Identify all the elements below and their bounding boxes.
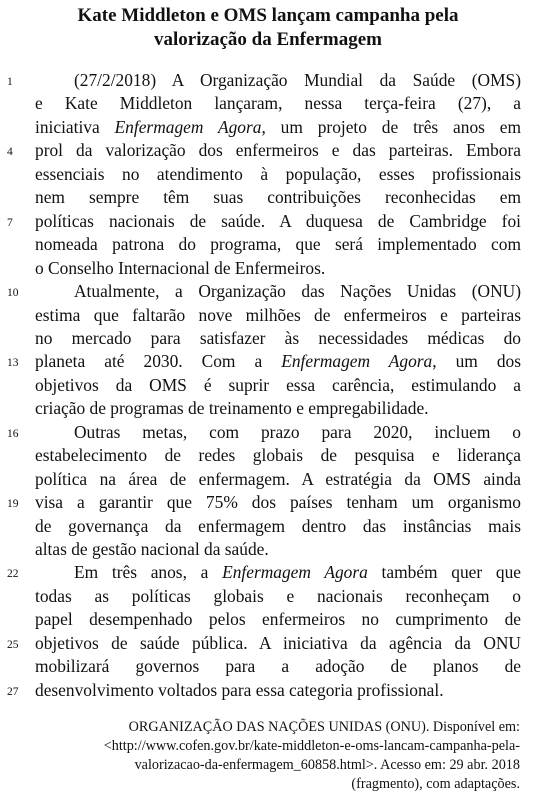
text-line: de governança da enfermagem dentro das instâncias mais (35, 515, 521, 536)
line-number: 27 (7, 685, 19, 698)
text-line (35, 116, 521, 139)
text-line: essenciais no atendimento à população, esses profissionais (35, 163, 521, 184)
text-line: estabelecimento de redes globais de pesquisa e liderança (35, 445, 521, 466)
line-number: 1 (7, 76, 13, 88)
source-line-2: <http://www.cofen.gov.br/kate-middleton-e-oms-lancam-campanha-pela- (103, 738, 520, 754)
line-number: 10 (7, 287, 19, 300)
text-segment: também quer que (367, 562, 522, 583)
text-segment: iniciativa (35, 116, 115, 137)
text-segment: , um projeto de três anos em (261, 116, 521, 137)
text-line: estima que faltarão nove milhões de enfermeiros e parteiras (35, 304, 521, 325)
text-line: nomeada patrona do programa, que será implementado com (35, 234, 521, 255)
text-line: todas as políticas globais e nacionais reconheçam o (35, 585, 521, 606)
source-line-4: (fragmento), com adaptações. (351, 776, 520, 792)
text-line: papel desempenhado pelos enfermeiros no cumprimento de (35, 609, 521, 630)
text-line: (27/2/2018) A Organização Mundial da Saúde (OMS) (74, 70, 521, 90)
text-line: política na área de enfermagem. A estratégia da OMS ainda (35, 468, 521, 489)
text-line: no mercado para satisfazer às necessidades médicas do (35, 327, 521, 348)
text-line: prol da valorização dos enfermeiros e das parteiras. Embora (35, 140, 521, 161)
text-line: Outras metas, com prazo para 2020, incluem o (74, 421, 521, 442)
text-segment: , um dos (432, 351, 521, 372)
article-title (0, 4, 536, 52)
initiative-name: Enfermagem Agora (281, 351, 433, 372)
text-line: objetivos de saúde pública. A iniciativa da agência da ONU (35, 632, 521, 653)
text-line: Atualmente, a Organização das Nações Unidas (ONU) (74, 281, 521, 302)
title-line-1: Kate Middleton e OMS lançam campanha pela (77, 5, 459, 26)
text-line: objetivos da OMS é suprir essa carência, estimulando a (35, 374, 521, 395)
line-number: 19 (7, 498, 19, 511)
initiative-name: Enfermagem Agora (114, 116, 262, 137)
text-line: nem sempre têm suas contribuições reconhecidas em (35, 187, 521, 208)
initiative-name: Enfermagem Agora (222, 562, 368, 583)
text-segment: planeta até 2030. Com a (35, 351, 282, 372)
text-line: e Kate Middleton lançaram, nessa terça-feira (27), a (35, 93, 521, 114)
text-line: desenvolvimento voltados para essa categoria profissional. (35, 679, 444, 700)
text-line (74, 561, 521, 584)
text-line: visa a garantir que 75% dos países tenham um organismo (35, 492, 521, 513)
line-number: 13 (7, 357, 19, 370)
text-line: altas de gestão nacional da saúde. (35, 539, 269, 559)
text-line: criação de programas de treinamento e empregabilidade. (35, 398, 429, 419)
text-segment: Em três anos, a (74, 562, 223, 583)
title-line-2: valorização da Enfermagem (154, 29, 382, 50)
line-number: 16 (7, 427, 19, 440)
line-number: 22 (7, 568, 19, 581)
source-line-3: valorizacao-da-enfermagem_60858.html>. Acesso em: 29 abr. 2018 (134, 757, 520, 773)
line-number: 4 (7, 146, 13, 159)
line-number: 7 (7, 216, 13, 229)
text-line: o Conselho Internacional de Enfermeiros. (35, 257, 326, 278)
text-line: políticas nacionais de saúde. A duquesa de Cambridge foi (35, 210, 521, 231)
line-number: 25 (7, 638, 19, 651)
source-line-1: ORGANIZAÇÃO DAS NAÇÕES UNIDAS (ONU). Disponível em: (128, 719, 520, 735)
text-line: mobilizará governos para a adoção de planos de (35, 656, 521, 677)
text-line (35, 350, 521, 373)
